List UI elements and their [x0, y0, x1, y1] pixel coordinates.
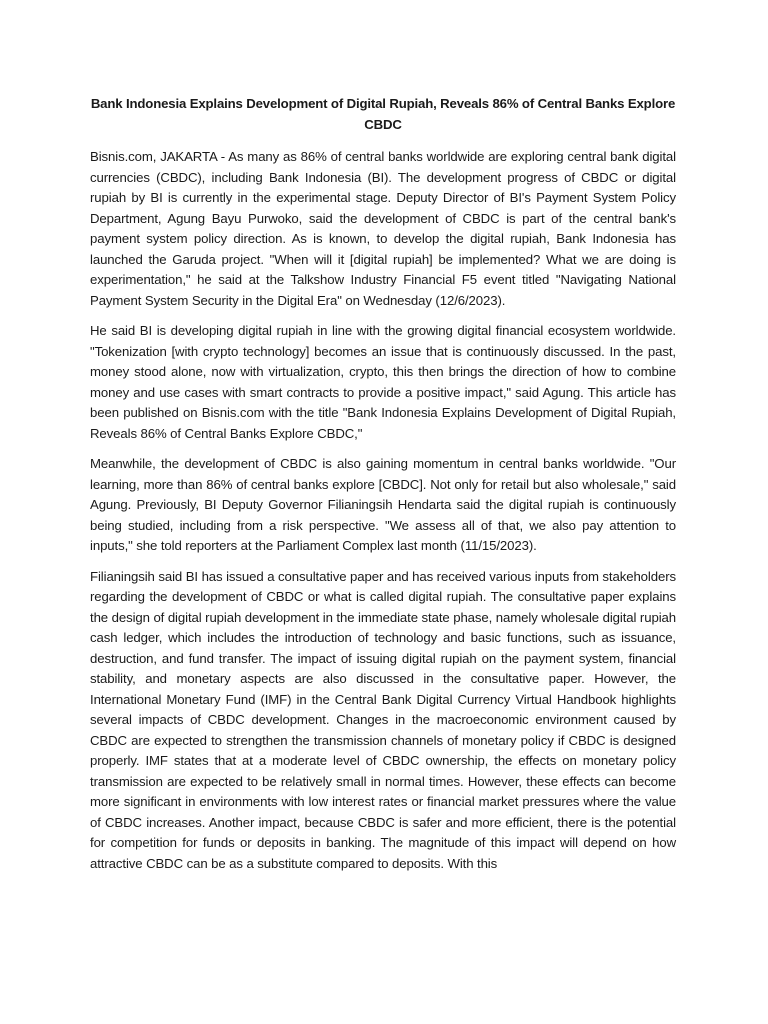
paragraph-2: He said BI is developing digital rupiah in line with the growing digital financial ecosystem worldwide. "Tokenization [with crypto technology] becomes an issue that is continuously discussed. In the past, money stood alone, now with virtualization, crypto, this then brings the direction of how to combine money and use cases with smart contracts to provide a positive impact," said Agung. This article has been published on Bisnis.com with the title "Bank Indonesia Explains Development of Digital Rupiah, Reveals 86% of Central Banks Explore CBDC,": [90, 323, 676, 441]
paragraph-1: Bisnis.com, JAKARTA - As many as 86% of central banks worldwide are exploring central bank digital currencies (CBDC), including Bank Indonesia (BI). The development progress of CBDC or digital rupiah by BI is currently in the experimental stage. Deputy Director of BI's Payment System Policy Department, Agung Bayu Purwoko, said the development of CBDC is part of the central bank's payment system policy direction. As is known, to develop the digital rupiah, Bank Indonesia has launched the Garuda project. "When will it [digital rupiah] be implemented? What we are doing is experimentation," he said at the Talkshow Industry Financial F5 event titled "Navigating National Payment System Security in the Digital Era" on Wednesday (12/6/2023).: [90, 149, 676, 308]
paragraph-4: Filianingsih said BI has issued a consultative paper and has received various inputs from stakeholders regarding the development of CBDC or what is called digital rupiah. The consultative paper explains the design of digital rupiah development in the immediate state phase, namely wholesale digital rupiah cash ledger, which includes the introduction of technology and basic functions, such as issuance, destruction, and fund transfer. The impact of issuing digital rupiah on the payment system, financial stability, and monetary aspects are also discussed in the consultative paper. However, the International Monetary Fund (IMF) in the Central Bank Digital Currency Virtual Handbook highlights several impacts of CBDC development. Changes in the macroeconomic environment caused by CBDC are expected to strengthen the transmission channels of monetary policy if CBDC is designed properly. IMF states that at a moderate level of CBDC ownership, the effects on monetary policy transmission are expected to be relatively small in normal times. However, these effects can become more significant in environments with low interest rates or financial market pressures where the value of CBDC increases. Another impact, because CBDC is safer and more efficient, there is the potential for competition for funds or deposits in banking. The magnitude of this impact will depend on how attractive CBDC can be as a substitute compared to deposits. With this: [90, 568, 676, 871]
paragraph-3: Meanwhile, the development of CBDC is also gaining momentum in central banks worldwide. "Our learning, more than 86% of central banks explore [CBDC]. Not only for retail but also wholesale," said Agung. Previously, BI Deputy Governor Filianingsih Hendarta said the digital rupiah is continuously being studied, including from a risk perspective. "We assess all of that, we also pay attention to inputs," she told reporters at the Parliament Complex last month (11/15/2023).: [90, 456, 676, 553]
article-body: [90, 93, 676, 884]
article-title: Bank Indonesia Explains Development of Digital Rupiah, Reveals 86% of Central Banks Explore CBDC: [90, 96, 676, 132]
